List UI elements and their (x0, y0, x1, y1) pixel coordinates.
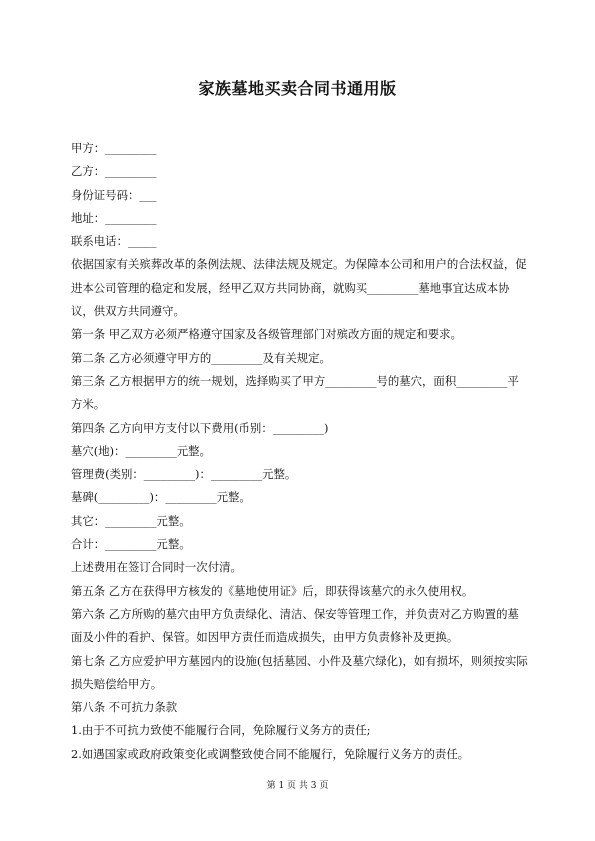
party-b-line: 乙方：_________ (71, 164, 157, 179)
article-8-item-2: 2.如遇国家或政府政策变化或调整致使合同不能履行，免除履行义务方的责任。 (71, 746, 470, 761)
party-a-line: 甲方：_________ (71, 141, 157, 155)
fee-total-line: 合计：_________元整。 (71, 537, 191, 552)
document-body (71, 137, 529, 766)
fee-grave-line: 墓穴(地)：_________元整。 (71, 443, 211, 458)
preamble-paragraph: 依据国家有关殡葬改革的条例法规、法律法规及规定。为保障本公司和用户的合法权益，促进本公司管理的稳定和发展，经甲乙双方共同协商，就购买_________墓地事宜达成本协议，供双方共同遵守。 (71, 257, 527, 319)
payment-note: 上述费用在签订合同时一次付清。 (71, 560, 242, 575)
article-7: 第七条 乙方应爱护甲方墓园内的设施(包括墓园、小件及墓穴绿化)，如有损坏，则须按实际损失赔偿给甲方。 (71, 653, 528, 691)
article-6: 第六条 乙方所购的墓穴由甲方负责绿化、清洁、保安等管理工作，并负责对乙方购置的墓面及小件的看护、保管。如因甲方责任而造成损失，由甲方负责修补及更换。 (71, 606, 519, 645)
article-1: 第一条 甲乙双方必须严格遵守国家及各级管理部门对殡改方面的规定和要求。 (71, 327, 462, 342)
article-2: 第二条 乙方必须遵守甲方的_________及有关规定。 (71, 350, 331, 365)
fee-other-line: 其它：_________元整。 (71, 513, 191, 528)
article-3: 第三条 乙方根据甲方的统一规划，选择购买了甲方_________号的墓穴，面积_________平方米。 (71, 373, 519, 412)
phone-line: 联系电话：_____ (71, 234, 157, 249)
id-number-line: 身份证号码：___ (71, 187, 157, 202)
article-5: 第五条 乙方在获得甲方核发的《墓地使用证》后，即获得该墓穴的永久使用权。 (71, 583, 474, 598)
page-number-footer: 第 1 页 共 3 页 (266, 781, 329, 791)
address-line: 地址：_________ (71, 210, 157, 225)
article-4: 第四条 乙方向甲方支付以下费用(币别：_________) (71, 420, 329, 435)
article-8-heading: 第八条 不可抗力条款 (71, 700, 178, 715)
fee-tombstone-line: 墓碑(_________)：_________元整。 (71, 490, 251, 505)
article-8-item-1: 1.由于不可抗力致使不能履行合同，免除履行义务方的责任; (71, 723, 371, 738)
fee-management-line: 管理费(类别：_________)：_________元整。 (71, 467, 297, 482)
document-title: 家族墓地买卖合同书通用版 (198, 79, 397, 98)
